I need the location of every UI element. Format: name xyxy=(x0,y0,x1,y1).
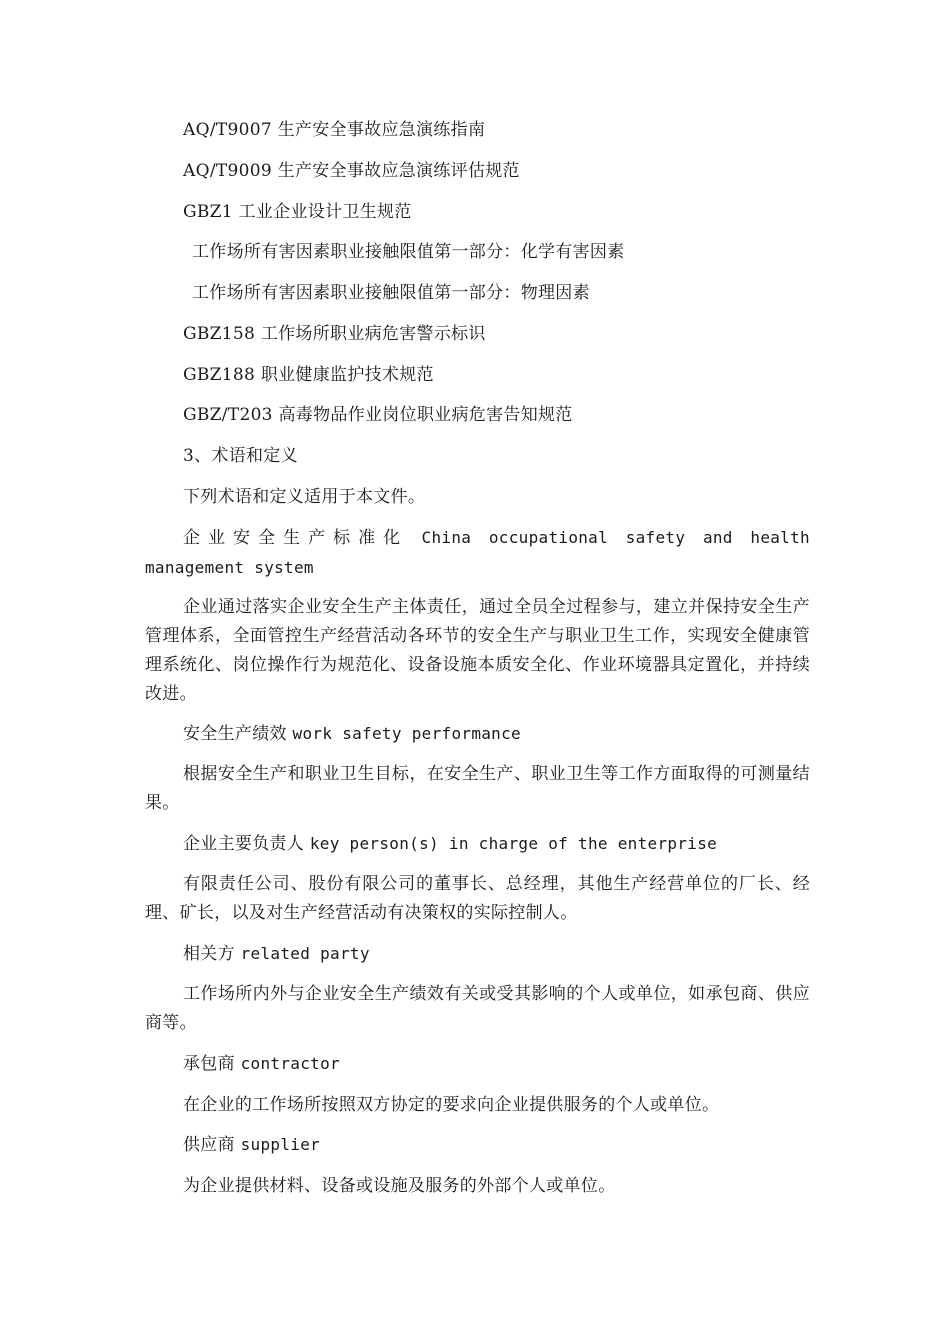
term-definition: 有限责任公司、股份有限公司的董事长、总经理，其他生产经营单位的厂长、经理、矿长，以及对生产经营活动有决策权的实际控制人。 xyxy=(145,874,810,923)
term-english: supplier xyxy=(240,1135,321,1154)
term-definition: 根据安全生产和职业卫生目标，在安全生产、职业卫生等工作方面取得的可测量结果。 xyxy=(145,764,810,813)
reference-item: AQ/T9009 生产安全事故应急演练评估规范 xyxy=(183,161,520,181)
term-title xyxy=(183,1054,340,1074)
term-definition: 企业通过落实企业安全生产主体责任，通过全员全过程参与，建立并保持安全生产管理体系，全面管控生产经营活动各环节的安全生产与职业卫生工作，实现安全健康管理系统化、岗位操作行为规范化、设备设施本质安全化、作业环境器具定置化，并持续改进。 xyxy=(145,597,810,704)
term-name: 安全生产绩效 xyxy=(183,724,287,744)
reference-item: GBZ1 工业企业设计卫生规范 xyxy=(183,202,412,222)
reference-item: GBZ158 工作场所职业病危害警示标识 xyxy=(183,324,486,344)
section-heading: 3、术语和定义 xyxy=(183,446,298,466)
reference-item: GBZ/T203 高毒物品作业岗位职业病危害告知规范 xyxy=(183,405,573,425)
term-title xyxy=(183,1135,320,1155)
term-english: related party xyxy=(240,944,370,963)
term-name: 相关方 xyxy=(183,944,235,964)
reference-item: AQ/T9007 生产安全事故应急演练指南 xyxy=(183,120,486,140)
reference-item: 工作场所有害因素职业接触限值第一部分：物理因素 xyxy=(192,283,590,303)
term-definition: 工作场所内外与企业安全生产绩效有关或受其影响的个人或单位，如承包商、供应商等。 xyxy=(145,984,810,1033)
term-title xyxy=(183,834,717,854)
term-name: 企业主要负责人 xyxy=(183,834,305,854)
term-english: key person(s) in charge of the enterprise xyxy=(309,834,718,853)
term-title xyxy=(183,724,521,744)
reference-item: GBZ188 职业健康监护技术规范 xyxy=(183,365,434,385)
term-title xyxy=(145,523,810,583)
reference-item: 工作场所有害因素职业接触限值第一部分：化学有害因素 xyxy=(192,242,625,262)
term-english: China occupational safety and health management system xyxy=(145,528,810,577)
term-title xyxy=(183,944,370,964)
term-english: contractor xyxy=(240,1054,340,1073)
term-name: 供应商 xyxy=(183,1135,235,1155)
term-english: work safety performance xyxy=(292,724,521,743)
term-name: 承包商 xyxy=(183,1054,235,1074)
term-definition: 为企业提供材料、设备或设施及服务的外部个人或单位。 xyxy=(183,1176,616,1196)
section-intro: 下列术语和定义适用于本文件。 xyxy=(183,487,426,507)
term-definition: 在企业的工作场所按照双方协定的要求向企业提供服务的个人或单位。 xyxy=(183,1095,720,1115)
term-name: 企业安全生产标准化 xyxy=(183,528,409,548)
